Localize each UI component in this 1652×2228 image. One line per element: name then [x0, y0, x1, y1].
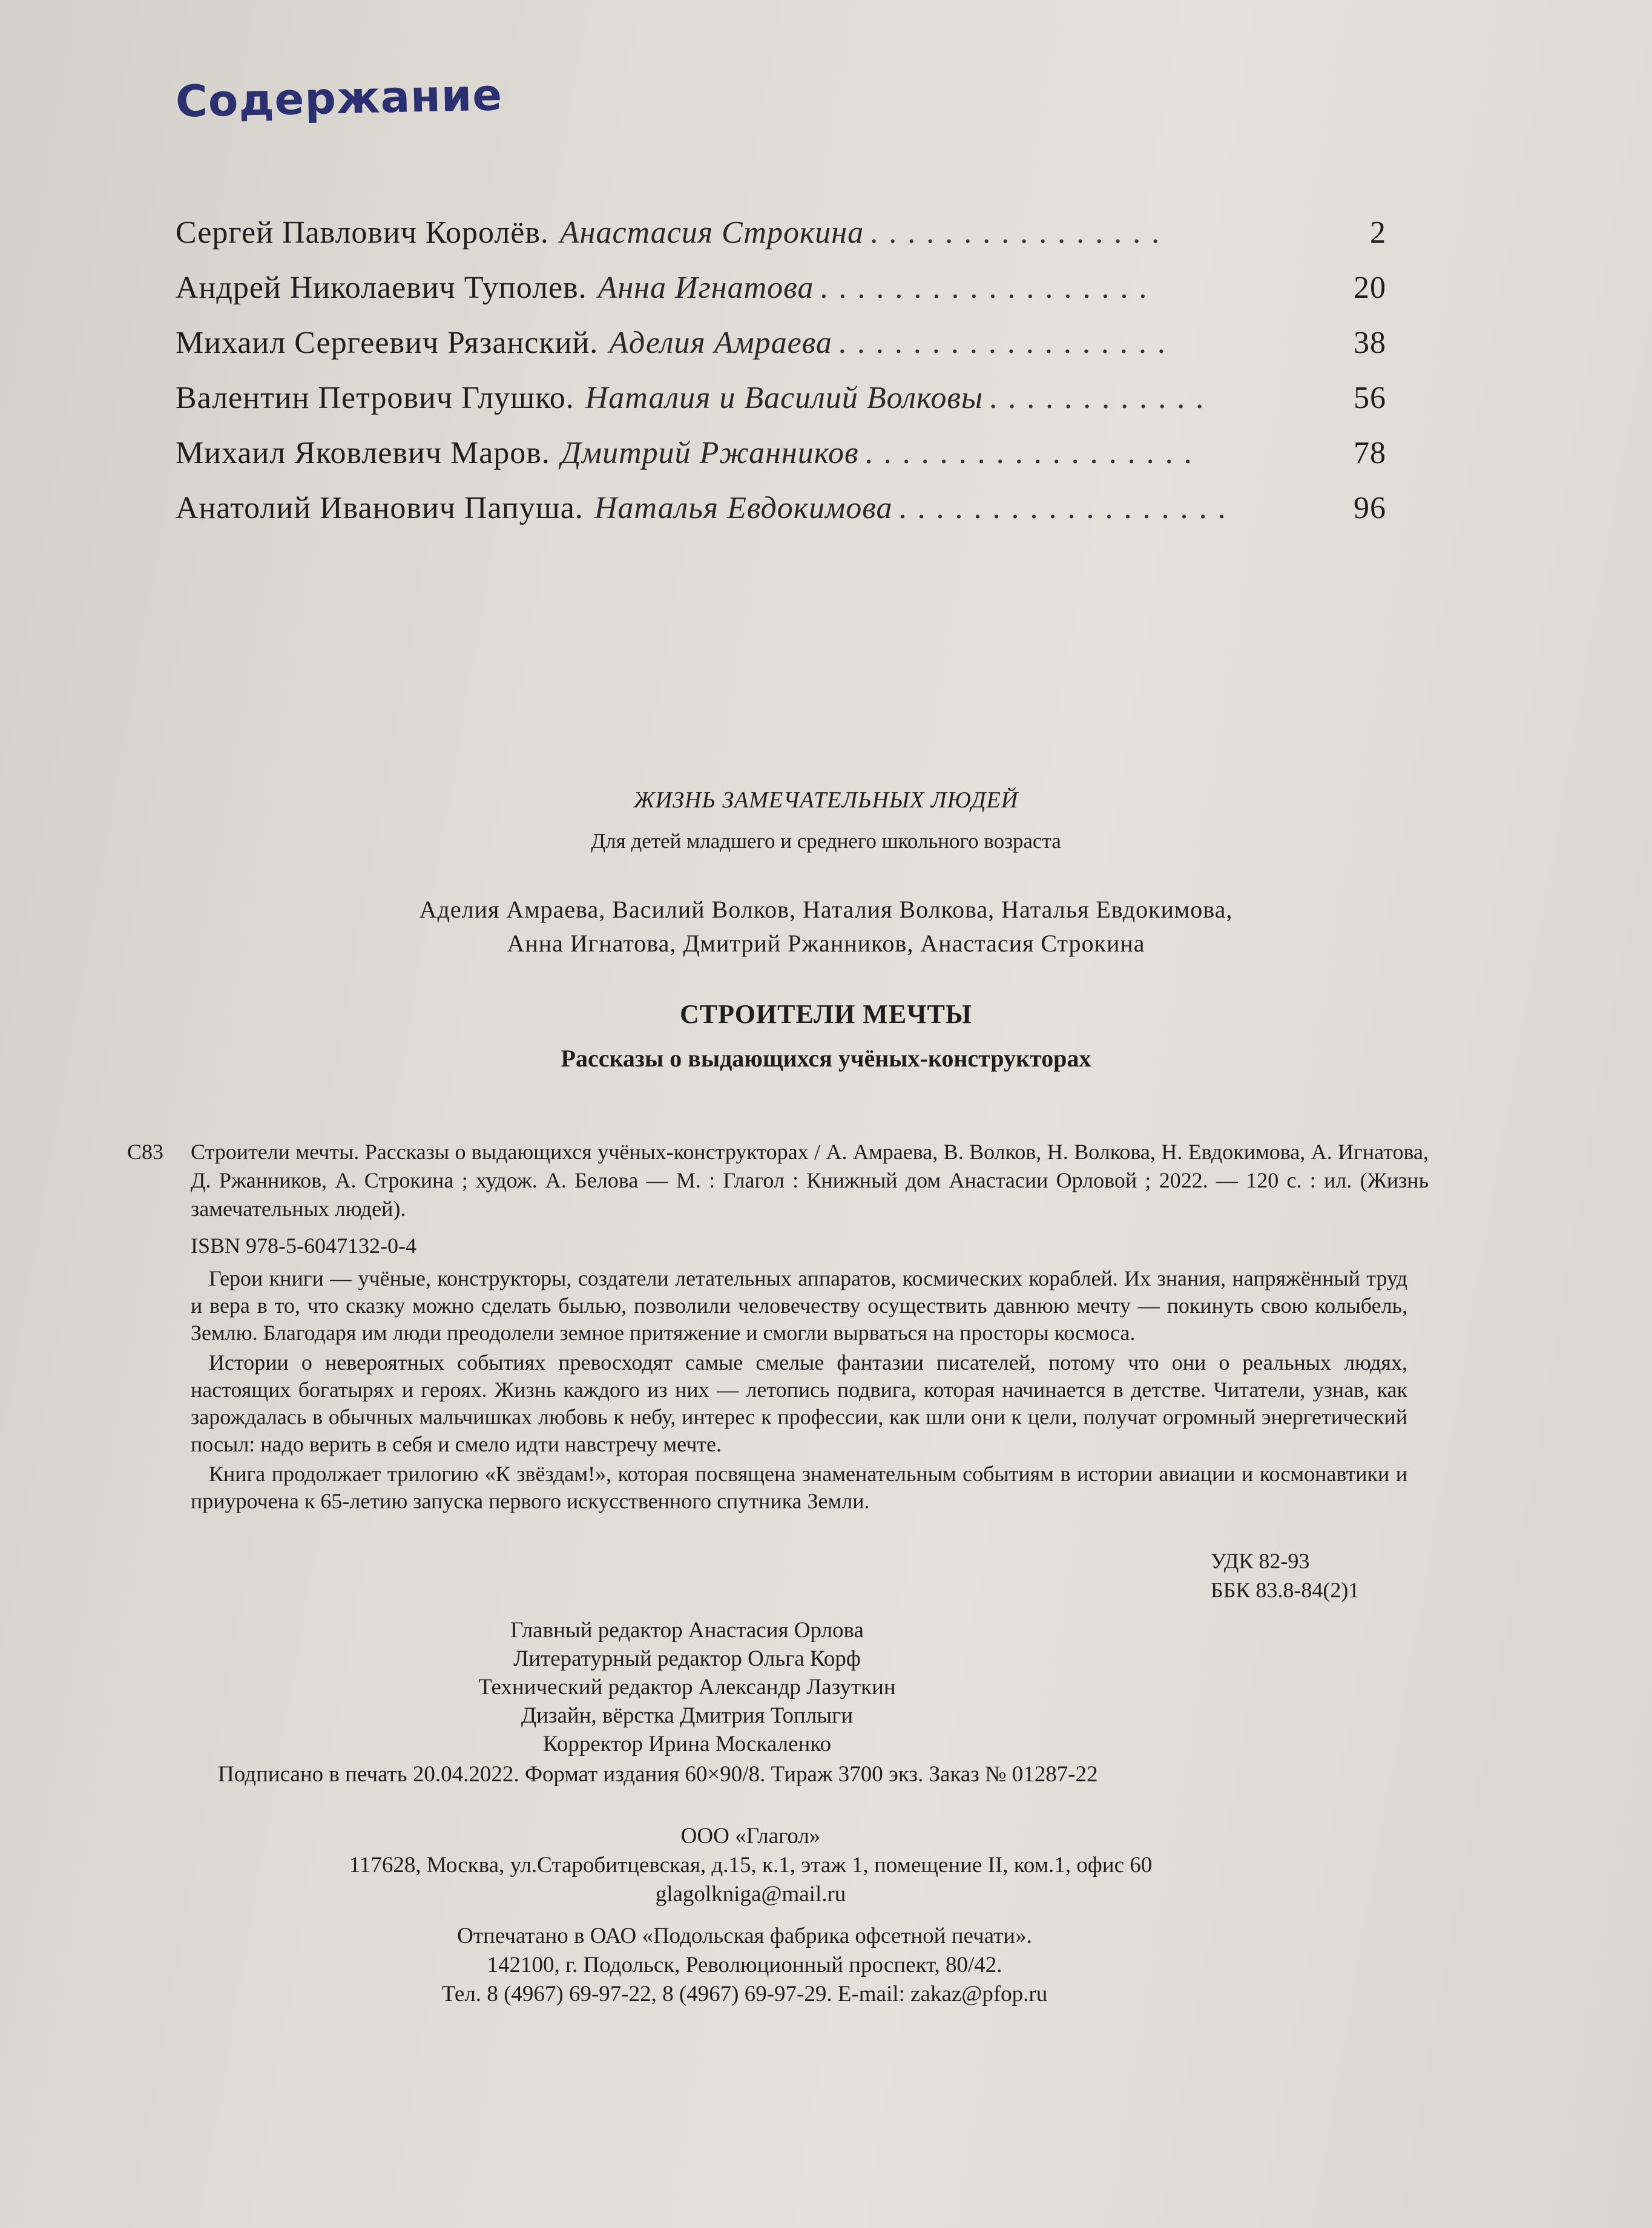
staff-line: Литературный редактор Ольга Корф — [513, 1646, 861, 1671]
abstract-paragraph: Книга продолжает трилогию «К звёздам!», которая посвящена знаменательным событиям в истории авиации и космонавтики и приурочена к 65-летию запуска первого искусственного спутника Земли. — [191, 1462, 1407, 1513]
toc-leader-dots: .................. — [898, 491, 1237, 525]
toc-leader-dots: .................. — [820, 271, 1158, 305]
authors-line: Анна Игнатова, Дмитрий Ржанников, Анастасия Строкина — [507, 930, 1145, 957]
toc-entry-name: Михаил Сергеевич Рязанский. — [176, 326, 599, 360]
udk-code: УДК 82-93 — [1211, 1549, 1310, 1573]
toc-entry — [176, 380, 1386, 435]
series-title — [0, 787, 1652, 813]
print-details: Подписано в печать 20.04.2022. Формат издания 60×90/8. Тираж 3700 экз. Заказ № 01287-22 — [218, 1762, 1098, 1787]
toc-entry-page: 20 — [1354, 271, 1386, 305]
staff-line: Технический редактор Александр Лазуткин — [478, 1675, 896, 1700]
toc-entry-author: Дмитрий Ржанников — [561, 436, 859, 470]
book-title: СТРОИТЕЛИ МЕЧТЫ — [679, 999, 973, 1029]
series-title-plain: ЖИЗНЬ ЗАМЕЧАТЕЛЬНЫХ — [633, 787, 931, 813]
toc-entry-name: Валентин Петрович Глушко. — [176, 381, 574, 415]
toc-entry — [176, 435, 1386, 490]
toc-leader-dots: ................ — [870, 215, 1171, 250]
toc-entry — [176, 215, 1386, 270]
toc-entry — [176, 490, 1386, 545]
classification-codes — [1211, 1546, 1359, 1605]
toc-leader-dots: .................. — [838, 326, 1176, 360]
toc-entry-author: Аделия Амраева — [609, 326, 832, 360]
audience-note: Для детей младшего и среднего школьного возраста — [591, 829, 1061, 853]
toc-entry-page: 38 — [1354, 326, 1386, 360]
toc-entry — [176, 325, 1386, 380]
toc-entry-author: Анастасия Строкина — [559, 215, 864, 250]
printer-name: Отпечатано в ОАО «Подольская фабрика офсетной печати». — [457, 1924, 1032, 1948]
toc-entry-author: Анна Игнатова — [597, 271, 814, 305]
toc-entry-name: Михаил Яковлевич Маров. — [176, 436, 550, 470]
publisher-email: glagolkniga@mail.ru — [655, 1882, 846, 1907]
toc-entry-page: 78 — [1354, 436, 1386, 470]
isbn: ISBN 978-5-6047132-0-4 — [191, 1234, 416, 1258]
toc-entry-author: Наталия и Василий Волковы — [585, 381, 984, 415]
authors-list — [0, 893, 1652, 961]
bibliographic-entry: Строители мечты. Рассказы о выдающихся учёных-конструкторах / А. Амраева, В. Волков, Н. Волкова, Н. Евдокимова, А. Игнатова, Д. Ржанников, А. Строкина ; худож. А. Белова — М. : Глагол : Книжный дом Анастасии Орловой ; 2022. — 120 с. : ил. (Жизнь замечательных людей). — [191, 1140, 1429, 1221]
toc-entry-page: 96 — [1354, 491, 1386, 525]
staff-line: Дизайн, вёрстка Дмитрия Топлыги — [521, 1703, 854, 1728]
authors-line: Аделия Амраева, Василий Волков, Наталия Волкова, Наталья Евдокимова, — [419, 896, 1233, 923]
toc-entry-name: Андрей Николаевич Туполев. — [176, 271, 587, 305]
book-subtitle: Рассказы о выдающихся учёных-конструкторах — [561, 1045, 1091, 1072]
publisher-name: ООО «Глагол» — [680, 1824, 821, 1848]
toc-leader-dots: .................. — [864, 436, 1203, 470]
abstract-paragraph: Истории о невероятных событиях превосходят самые смелые фантазии писателей, потому что они о реальных людях, настоящих богатырях и героях. Жизнь каждого из них — летопись подвига, которая начинается в детстве. Читатели, узнав, как зарождалась в обычных мальчишках любовь к небу, интерес к профессии, как шли они к цели, получат огромный энергетический посыл: надо верить в себя и смело идти навстречу мечте. — [191, 1350, 1407, 1456]
staff-line: Главный редактор Анастасия Орлова — [510, 1618, 864, 1643]
publisher-info — [0, 1822, 1501, 1909]
catalog-code: С83 — [127, 1140, 164, 1164]
toc-entry-page: 2 — [1370, 215, 1386, 250]
publisher-address: 117628, Москва, ул.Старобитцевская, д.15, к.1, этаж 1, помещение II, ком.1, офис 60 — [349, 1853, 1153, 1878]
printer-contacts: Тел. 8 (4967) 69-97-22, 8 (4967) 69-97-29. E-mail: zakaz@pfop.ru — [441, 1982, 1048, 2006]
book-abstract — [191, 1265, 1407, 1517]
bbk-code: ББК 83.8-84(2)1 — [1211, 1578, 1360, 1602]
table-of-contents — [176, 215, 1386, 545]
editorial-staff — [0, 1616, 1374, 1758]
toc-entry — [176, 270, 1386, 325]
abstract-paragraph: Герои книги — учёные, конструкторы, создатели летательных аппаратов, космических кораблей. Их знания, напряжённый труд и вера в то, что сказку можно сделать былью, позволили человечеству осуществить давнюю мечту — покинуть свою колыбель, Землю. Благодаря им люди преодолели земное притяжение и смогли вырваться на просторы космоса. — [191, 1266, 1407, 1345]
toc-entry-author: Наталья Евдокимова — [594, 491, 893, 525]
toc-entry-name: Сергей Павлович Королёв. — [176, 215, 549, 250]
toc-leader-dots: ............ — [989, 381, 1215, 415]
printer-address: 142100, г. Подольск, Революционный проспект, 80/42. — [487, 1953, 1002, 1977]
series-title-italic: ЛЮДЕЙ — [930, 787, 1019, 813]
toc-entry-name: Анатолий Иванович Папуша. — [176, 491, 584, 525]
toc-entry-page: 56 — [1354, 381, 1386, 415]
toc-heading: Содержание — [175, 69, 503, 127]
staff-line: Корректор Ирина Москаленко — [543, 1732, 831, 1756]
printer-info — [0, 1922, 1489, 2009]
bibliographic-record — [127, 1138, 1429, 1260]
